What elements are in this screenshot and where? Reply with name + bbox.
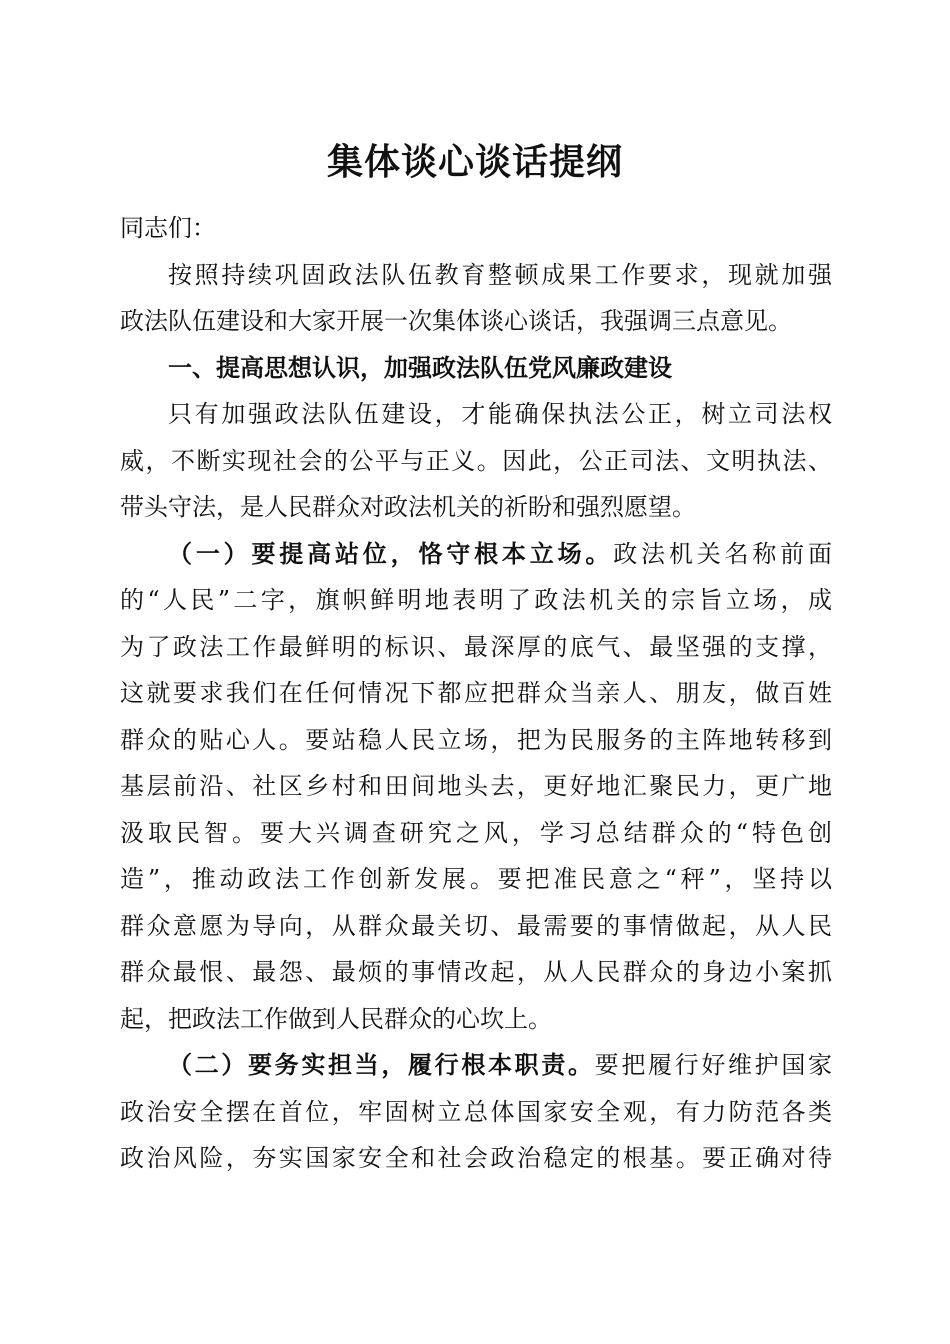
sub-1-line: 群众的贴心人。要站稳人民立场，把为民服务的主阵地转移到 xyxy=(120,725,832,754)
sub-1-line: 的“人民”二字，旗帜鲜明地表明了政法机关的宗旨立场，成 xyxy=(120,586,832,614)
sub-1-line: 汲取民智。要大兴调查研究之风，学习总结群众的“特色创 xyxy=(120,818,832,847)
section-1-line-1: 只有加强政法队伍建设，才能确保执法公正，树立司法权 xyxy=(168,400,832,428)
salutation: 同志们： xyxy=(120,214,216,242)
sub-1-first-rest: 政法机关名称前面 xyxy=(613,539,833,568)
sub-1-line: 群众最恨、最怨、最烦的事情改起，从人民群众的身边小案抓 xyxy=(120,958,832,986)
section-1-line-2: 威，不断实现社会的公平与正义。因此，公正司法、文明执法、 xyxy=(120,446,832,475)
sub-1-heading: （一）要提高站位，恪守根本立场。 xyxy=(168,538,614,568)
sub-1-line: 这就要求我们在任何情况下都应把群众当亲人、朋友，做百姓 xyxy=(120,679,832,707)
sub-1-line: 造”，推动政法工作创新发展。要把准民意之“秤”，坚持以 xyxy=(120,865,832,893)
sub-2-first-rest: 要把履行好维护国家 xyxy=(594,1051,833,1079)
sub-1-line: 为了政法工作最鲜明的标识、最深厚的底气、最坚强的支撑， xyxy=(120,632,832,661)
sub-2-first-line xyxy=(120,1042,832,1089)
section-1-heading: 一、提高思想认识，加强政法队伍党风廉政建设 xyxy=(168,353,672,382)
sub-2-line: 政治安全摆在首位，牢固树立总体国家安全观，有力防范各类 xyxy=(120,1097,832,1126)
sub-1-line: 基层前沿、社区乡村和田间地头去，更好地汇聚民力，更广地 xyxy=(120,772,832,800)
sub-2-line: 政治风险，夯实国家安全和社会政治稳定的根基。要正确对待 xyxy=(120,1144,832,1172)
section-1-line-3: 带头守法，是人民群众对政法机关的祈盼和强烈愿望。 xyxy=(120,493,696,521)
intro-line-2: 政法队伍建设和大家开展一次集体谈心谈话，我强调三点意见。 xyxy=(120,307,792,335)
document-title: 集体谈心谈话提纲 xyxy=(326,141,623,183)
sub-1-line: 起，把政法工作做到人民群众的心坎上。 xyxy=(120,1004,552,1033)
intro-line-1: 按照持续巩固政法队伍教育整顿成果工作要求，现就加强 xyxy=(168,260,832,289)
sub-1-line: 群众意愿为导向，从群众最关切、最需要的事情做起，从人民 xyxy=(120,911,832,940)
document-body xyxy=(120,205,832,1182)
sub-1-first-line xyxy=(120,531,832,578)
sub-2-heading: （二）要务实担当，履行根本职责。 xyxy=(168,1050,595,1079)
